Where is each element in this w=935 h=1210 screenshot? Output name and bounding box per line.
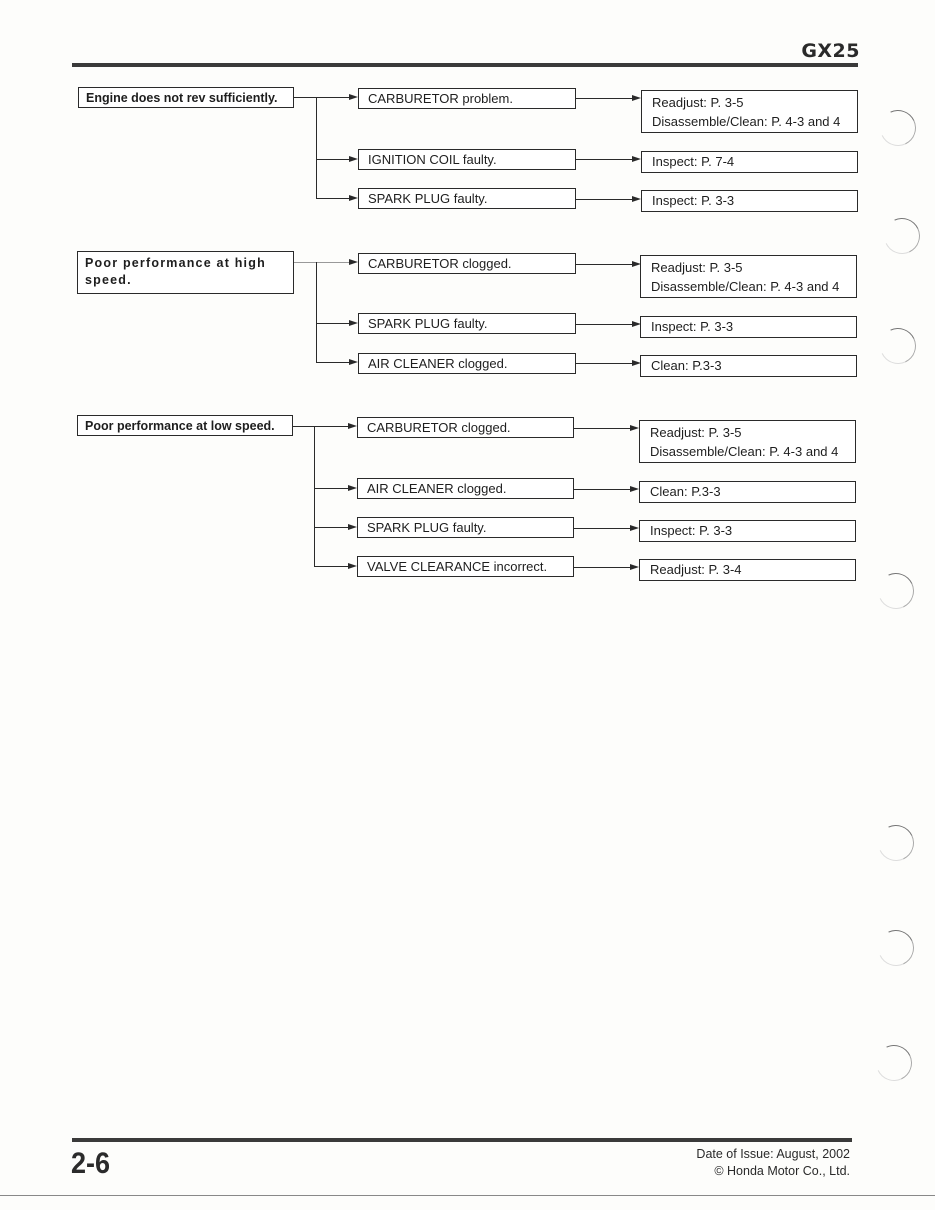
connector [574,528,631,529]
remedy-text: Readjust: P. 3-5 [650,425,742,440]
connector [574,567,631,568]
connector [576,159,632,160]
binder-hole-icon [871,1040,917,1086]
cause-box: CARBURETOR clogged. [357,417,574,438]
connector [576,199,632,200]
arrow-icon [348,524,357,530]
cause-box: SPARK PLUG faulty. [358,313,576,334]
cause-box: AIR CLEANER clogged. [357,478,574,499]
remedy-text: Clean: P.3-3 [651,358,722,373]
cause-box: VALVE CLEARANCE incorrect. [357,556,574,577]
connector [574,428,631,429]
binder-hole-icon [873,568,919,614]
connector [576,363,632,364]
arrow-icon [349,195,358,201]
arrow-icon [349,94,358,100]
remedy-text: Inspect: P. 3-3 [651,319,734,334]
symptom-box: Engine does not rev sufficiently. [78,87,294,108]
symptom-box: Poor performance at high speed. [77,251,294,294]
connector [316,198,350,199]
remedy-box [641,151,858,173]
arrow-icon [632,196,641,202]
connector [314,566,349,567]
remedy-text: Readjust: P. 3-5 [651,260,743,275]
connector [314,426,315,566]
remedy-box [639,520,856,542]
remedy-text: Inspect: P. 3-3 [652,193,735,208]
binder-hole-icon [875,105,921,151]
arrow-icon [349,320,358,326]
cause-box: IGNITION COIL faulty. [358,149,576,170]
footer-info [696,1146,850,1180]
remedy-box [640,355,857,377]
cause-box: CARBURETOR problem. [358,88,576,109]
remedy-text: Readjust: P. 3-5 [652,95,744,110]
remedy-text: Inspect: P. 3-3 [650,523,733,538]
remedy-text: Disassemble/Clean: P. 4-3 and 4 [651,279,840,294]
remedy-text: Disassemble/Clean: P. 4-3 and 4 [652,114,841,129]
cause-box: CARBURETOR clogged. [358,253,576,274]
arrow-icon [349,359,358,365]
binder-hole-icon [873,820,919,866]
connector [294,262,350,263]
arrow-icon [630,564,639,570]
arrow-icon [348,563,357,569]
header-rule [72,63,858,67]
remedy-box [641,90,858,133]
remedy-text: Disassemble/Clean: P. 4-3 and 4 [650,444,839,459]
arrow-icon [630,486,639,492]
cause-box: SPARK PLUG faulty. [358,188,576,209]
connector [316,323,350,324]
binder-hole-icon [879,213,925,259]
footer-rule [72,1138,852,1142]
symptom-box: Poor performance at low speed. [77,415,293,436]
arrow-icon [348,423,357,429]
arrow-icon [632,95,641,101]
cause-box: SPARK PLUG faulty. [357,517,574,538]
remedy-box [641,190,858,212]
connector [574,489,631,490]
arrow-icon [632,156,641,162]
connector [316,262,317,362]
remedy-box [640,255,857,298]
connector [294,97,350,98]
connector [314,488,349,489]
remedy-box [639,559,856,581]
connector [576,264,632,265]
connector [316,97,317,198]
date-of-issue: Date of Issue: August, 2002 [696,1147,850,1161]
remedy-text: Readjust: P. 3-4 [650,562,742,577]
connector [576,324,632,325]
connector [314,527,349,528]
copyright: © Honda Motor Co., Ltd. [714,1164,850,1178]
remedy-box [640,316,857,338]
page-number: 2-6 [71,1147,111,1180]
page-edge-line [0,1195,935,1196]
arrow-icon [348,485,357,491]
connector [316,362,350,363]
binder-hole-icon [873,925,919,971]
arrow-icon [349,156,358,162]
remedy-box [639,481,856,503]
arrow-icon [630,425,639,431]
connector [576,98,632,99]
connector [316,159,350,160]
connector [293,426,350,427]
arrow-icon [630,525,639,531]
binder-hole-icon [875,323,921,369]
arrow-icon [349,259,358,265]
remedy-text: Clean: P.3-3 [650,484,721,499]
remedy-text: Inspect: P. 7-4 [652,154,735,169]
model-name: GX25 [801,40,860,62]
cause-box: AIR CLEANER clogged. [358,353,576,374]
remedy-box [639,420,856,463]
